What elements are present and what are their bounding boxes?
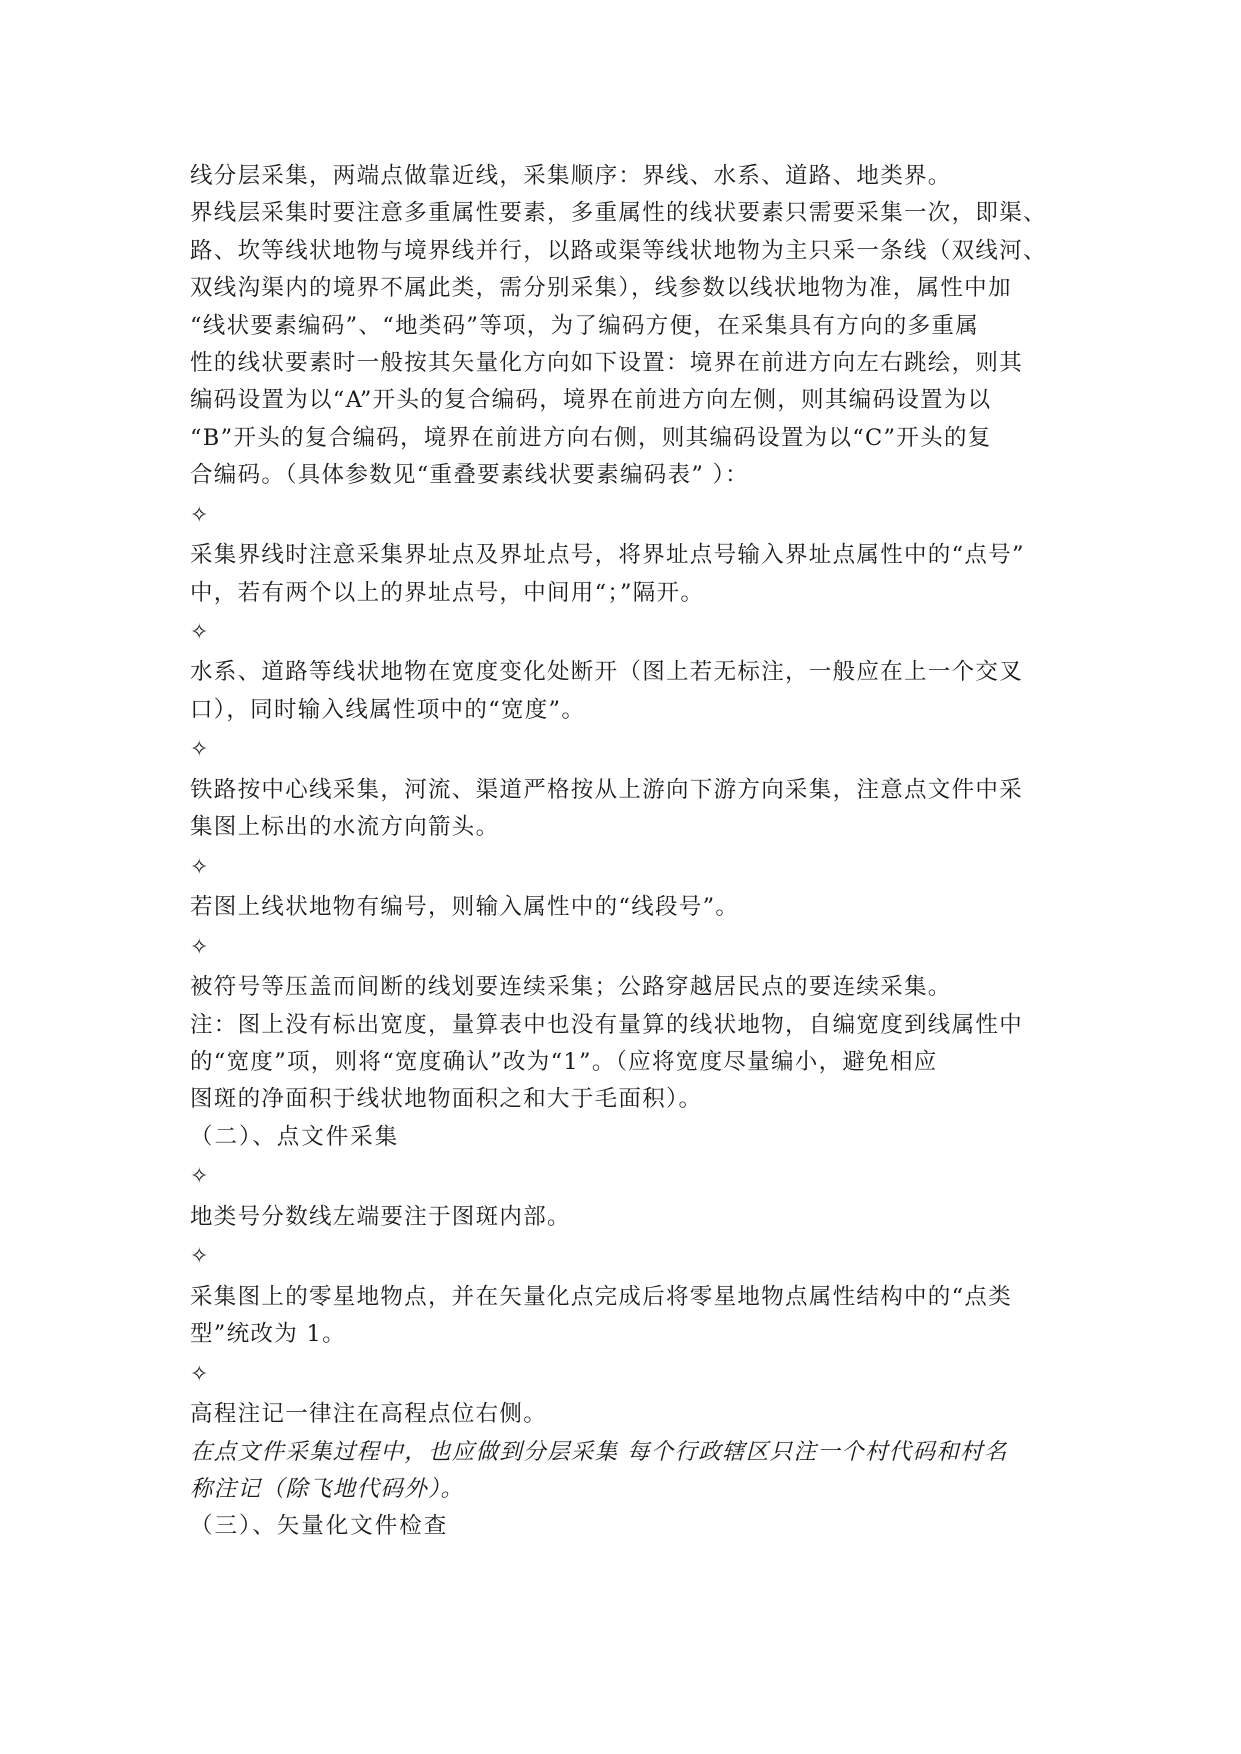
bullet-diamond-icon: ✧ [190, 1244, 209, 1270]
paragraph-line: 合编码。（具体参数见“重叠要素线状要素编码表” ）： [190, 462, 749, 489]
paragraph-line: 被符号等压盖而间断的线划要连续采集；公路穿越居民点的要连续采集。 [190, 974, 952, 1001]
section-heading: （三）、矢量化文件检查 [190, 1513, 449, 1540]
paragraph-line: 铁路按中心线采集，河流、渠道严格按从上游向下游方向采集，注意点文件中采 [190, 776, 1024, 803]
paragraph-line: 性的线状要素时一般按其矢量化方向如下设置：境界在前进方向左右跳绘，则其 [190, 349, 1024, 376]
bullet-diamond-icon: ✧ [190, 502, 209, 528]
paragraph-line: 口），同时输入线属性项中的“宽度”。 [190, 696, 586, 723]
paragraph-line: 图斑的净面积于线状地物面积之和大于毛面积）。 [190, 1086, 703, 1113]
paragraph-line: 编码设置为以“A”开头的复合编码，境界在前进方向左侧，则其编码设置为以 [190, 387, 992, 414]
paragraph-line: 路、坎等线状地物与境界线并行，以路或渠等线状地物为主只采一条线（双线河、 [190, 237, 1047, 264]
italic-note-line: 称注记（除飞地代码外）。 [190, 1475, 465, 1502]
paragraph-line: 采集图上的零星地物点，并在矢量化点完成后将零星地物点属性结构中的“点类 [190, 1283, 1013, 1310]
paragraph-line: 集图上标出的水流方向箭头。 [190, 814, 500, 841]
bullet-diamond-icon: ✧ [190, 934, 209, 960]
paragraph-line: “线状要素编码”、“地类码”等项，为了编码方便，在采集具有方向的多重属 [190, 312, 980, 339]
bullet-diamond-icon: ✧ [190, 1164, 209, 1190]
paragraph-line: 中，若有两个以上的界址点号，中间用“；”隔开。 [190, 579, 705, 606]
paragraph-line: 地类号分数线左端要注于图斑内部。 [190, 1203, 571, 1230]
paragraph-line: 双线沟渠内的境界不属此类，需分别采集），线参数以线状地物为准，属性中加 [190, 275, 1012, 302]
paragraph-line: 水系、道路等线状地物在宽度变化处断开（图上若无标注，一般应在上一个交叉 [190, 659, 1024, 686]
bullet-diamond-icon: ✧ [190, 619, 209, 645]
paragraph-line: 界线层采集时要注意多重属性要素，多重属性的线状要素只需要采集一次，即渠、 [190, 200, 1047, 227]
bullet-diamond-icon: ✧ [190, 1361, 209, 1387]
paragraph-line: 型”统改为 1。 [190, 1321, 346, 1348]
italic-note-line: 在点文件采集过程中，也应做到分层采集 每个行政辖区只注一个村代码和村名 [190, 1438, 1008, 1465]
paragraph-line: 的“宽度”项，则将“宽度确认”改为“1”。（应将宽度尽量编小，避免相应 [190, 1049, 938, 1075]
paragraph-line: 线分层采集，两端点做靠近线，采集顺序：界线、水系、道路、地类界。 [190, 163, 952, 189]
paragraph-line: 注：图上没有标出宽度，量算表中也没有量算的线状地物，自编宽度到线属性中 [190, 1011, 1024, 1038]
paragraph-line: 采集界线时注意采集界址点及界址点号，将界址点号输入界址点属性中的“点号” [190, 542, 1025, 569]
section-heading: （二）、点文件采集 [190, 1123, 400, 1150]
bullet-diamond-icon: ✧ [190, 737, 209, 763]
paragraph-line: 高程注记一律注在高程点位右侧。 [190, 1401, 548, 1428]
document-body [190, 158, 1052, 1546]
paragraph-line: 若图上线状地物有编号，则输入属性中的“线段号”。 [190, 894, 740, 921]
paragraph-line: “B”开头的复合编码，境界在前进方向右侧，则其编码设置为以“C”开头的复 [190, 424, 992, 451]
bullet-diamond-icon: ✧ [190, 854, 209, 880]
